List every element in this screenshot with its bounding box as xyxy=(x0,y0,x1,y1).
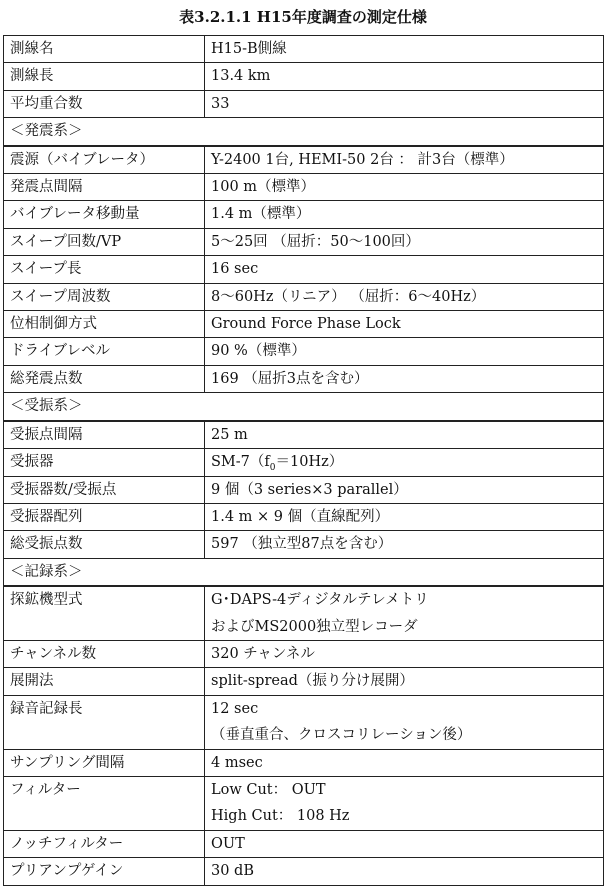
spec-value: 5～25回 （屈折：50～100回） xyxy=(205,228,604,255)
spec-key: 探鉱機型式 xyxy=(4,586,205,640)
spec-key: プリアンプゲイン xyxy=(4,858,205,885)
spec-value: 8～60Hz（リニア） （屈折：6～40Hz） xyxy=(205,283,604,310)
spec-key: スイープ回数/VP xyxy=(4,228,205,255)
spec-key: 測線長 xyxy=(4,63,205,90)
spec-value-part: ＝10Hz） xyxy=(275,454,344,471)
spec-key: 位相制御方式 xyxy=(4,311,205,338)
spec-row xyxy=(4,830,604,857)
spec-key: チャンネル数 xyxy=(4,640,205,667)
spec-key: 平均重合数 xyxy=(4,90,205,117)
spec-value-line: （垂直重合、クロスコリレーション後） xyxy=(211,727,472,744)
spec-row xyxy=(4,256,604,283)
spec-key: 測線名 xyxy=(4,36,205,63)
spec-value-line: 12 sec xyxy=(211,700,259,717)
spec-row xyxy=(4,503,604,530)
spec-value: 90 %（標準） xyxy=(205,338,604,365)
spec-value: 1.4 m（標準） xyxy=(205,201,604,228)
spec-row xyxy=(4,174,604,201)
section-header: ＜記録系＞ xyxy=(4,558,604,586)
spec-value: 1.4 m × 9 個（直線配列） xyxy=(205,503,604,530)
spec-key: 受振器配列 xyxy=(4,503,205,530)
spec-row xyxy=(4,146,604,174)
spec-row xyxy=(4,640,604,667)
spec-key: スイープ長 xyxy=(4,256,205,283)
spec-row xyxy=(4,283,604,310)
spec-row xyxy=(4,531,604,558)
section-header-row xyxy=(4,558,604,586)
spec-value: Y-2400 1台, HEMI-50 2台 ： 計3台（標準） xyxy=(205,146,604,174)
spec-row xyxy=(4,586,604,640)
spec-value: 13.4 km xyxy=(205,63,604,90)
spec-row xyxy=(4,421,604,449)
spec-row xyxy=(4,36,604,63)
spec-value: split-spread（振り分け展開） xyxy=(205,668,604,695)
spec-value: 100 m（標準） xyxy=(205,174,604,201)
section-header: ＜発震系＞ xyxy=(4,118,604,146)
section-header-row xyxy=(4,118,604,146)
spec-key: 受振点間隔 xyxy=(4,421,205,449)
spec-value-line: およびMS2000独立型レコーダ xyxy=(211,618,418,635)
spec-row xyxy=(4,776,604,830)
spec-value: 4 msec xyxy=(205,749,604,776)
spec-row xyxy=(4,749,604,776)
spec-row xyxy=(4,63,604,90)
spec-key: 発震点間隔 xyxy=(4,174,205,201)
spec-value: 25 m xyxy=(205,421,604,449)
spec-value xyxy=(205,776,604,830)
spec-value xyxy=(205,695,604,749)
table-title: 表3.2.1.1 H15年度調査の測定仕様 xyxy=(179,8,427,26)
spec-key: 総発震点数 xyxy=(4,365,205,392)
spec-value xyxy=(205,586,604,640)
spec-row xyxy=(4,858,604,885)
spec-value: 16 sec xyxy=(205,256,604,283)
spec-row xyxy=(4,476,604,503)
spec-key: バイブレータ移動量 xyxy=(4,201,205,228)
spec-key: サンプリング間隔 xyxy=(4,749,205,776)
spec-row xyxy=(4,695,604,749)
section-header-row xyxy=(4,393,604,421)
spec-key: 展開法 xyxy=(4,668,205,695)
spec-value: Ground Force Phase Lock xyxy=(205,311,604,338)
spec-value: 30 dB xyxy=(205,858,604,885)
spec-row xyxy=(4,201,604,228)
spec-value-line: High Cut： 108 Hz xyxy=(211,808,350,825)
spec-value: H15-B側線 xyxy=(205,36,604,63)
spec-value: 169 （屈折3点を含む） xyxy=(205,365,604,392)
spec-row xyxy=(4,449,604,476)
spec-key: フィルター xyxy=(4,776,205,830)
spec-key: 震源（バイブレータ） xyxy=(4,146,205,174)
spec-value: 320 チャンネル xyxy=(205,640,604,667)
spec-key: 受振器数/受振点 xyxy=(4,476,205,503)
spec-key: 受振器 xyxy=(4,449,205,476)
spec-key: ノッチフィルター xyxy=(4,830,205,857)
spec-key: スイープ周波数 xyxy=(4,283,205,310)
spec-row xyxy=(4,338,604,365)
spec-value: OUT xyxy=(205,830,604,857)
spec-value: 33 xyxy=(205,90,604,117)
spec-value-subscript: 0 xyxy=(269,462,276,473)
spec-value: 597 （独立型87点を含む） xyxy=(205,531,604,558)
spec-value xyxy=(205,449,604,476)
spec-key: 録音記録長 xyxy=(4,695,205,749)
spec-key: 総受振点数 xyxy=(4,531,205,558)
spec-row xyxy=(4,228,604,255)
spec-row xyxy=(4,311,604,338)
spec-value: 9 個（3 series×3 parallel） xyxy=(205,476,604,503)
spec-value-line: Low Cut： OUT xyxy=(211,781,326,798)
spec-table xyxy=(3,35,604,886)
spec-value-part: SM-7（f xyxy=(211,454,270,471)
spec-row xyxy=(4,365,604,392)
spec-row xyxy=(4,90,604,117)
spec-value-line: G･DAPS-4ディジタルテレメトリ xyxy=(211,592,429,609)
spec-row xyxy=(4,668,604,695)
spec-key: ドライブレベル xyxy=(4,338,205,365)
section-header: ＜受振系＞ xyxy=(4,393,604,421)
